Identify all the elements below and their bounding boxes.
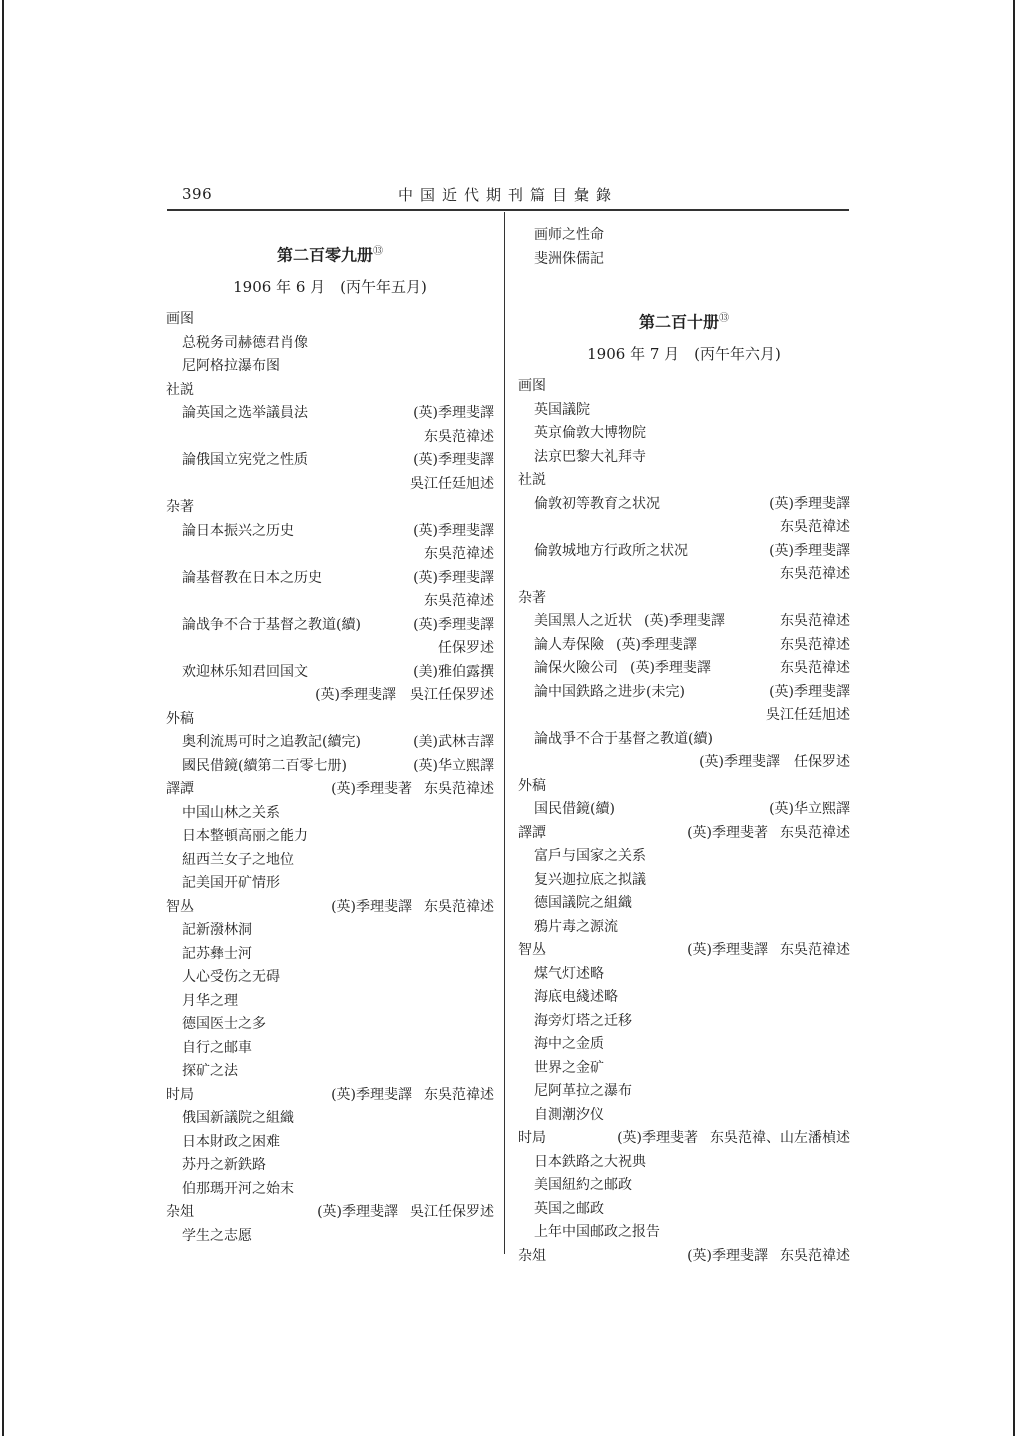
article-title: 自行之邮車 xyxy=(182,1039,252,1056)
section-credit-narrator: 东吳范禕述 xyxy=(424,1086,494,1103)
section-heading xyxy=(518,939,850,963)
article-title: 美国紐約之邮政 xyxy=(534,1177,632,1193)
article-credit-translator: (英)季理斐譯 xyxy=(769,542,850,559)
left-column xyxy=(166,226,494,1248)
list-item xyxy=(518,963,850,987)
list-item-credit-line xyxy=(166,473,494,497)
section-credit-translator: (英)季理斐著 xyxy=(617,1130,698,1146)
list-item xyxy=(518,1221,850,1245)
article-title: 德国議院之組織 xyxy=(534,895,632,911)
article-title: 上年中国邮政之报告 xyxy=(534,1224,660,1240)
article-credit-narrator: 东吳范禕述 xyxy=(780,636,850,653)
list-item xyxy=(166,755,494,779)
article-title: 論日本振兴之历史 xyxy=(182,522,294,539)
section-name: 杂著 xyxy=(166,499,194,515)
list-item xyxy=(518,1057,850,1081)
article-credit-translator: (英)季理斐譯 xyxy=(644,613,725,629)
column-divider xyxy=(504,212,505,1254)
page-frame-left-edge xyxy=(2,0,4,1436)
section-name: 智丛 xyxy=(166,898,194,915)
section-heading xyxy=(518,1245,850,1269)
section-heading xyxy=(518,822,850,846)
article-title: 海底电綫述略 xyxy=(534,989,618,1005)
list-item xyxy=(518,446,850,470)
list-item xyxy=(166,520,494,544)
article-title: 学生之志愿 xyxy=(182,1227,252,1244)
section-credit-narrator: 东吳范禕、山左潘楨述 xyxy=(710,1130,850,1146)
list-item xyxy=(518,1010,850,1034)
section-heading xyxy=(518,775,850,799)
list-item xyxy=(518,493,850,517)
spacer xyxy=(518,271,850,293)
section-heading xyxy=(518,1127,850,1151)
header-rule xyxy=(167,209,849,211)
list-item xyxy=(518,1198,850,1222)
list-item xyxy=(518,869,850,893)
article-credit-narrator: 东吳范禕述 xyxy=(780,566,850,582)
section-name: 譯譚 xyxy=(166,781,194,797)
list-item xyxy=(166,1154,494,1178)
article-credit-translator: (英)季理斐譯 xyxy=(413,452,494,468)
list-item xyxy=(518,892,850,916)
list-item xyxy=(518,634,850,658)
article-title: 英京倫敦大博物院 xyxy=(534,425,646,441)
article-credit-translator: (英)季理斐譯 xyxy=(413,569,494,586)
list-item xyxy=(166,402,494,426)
list-item xyxy=(166,731,494,755)
list-item-credit-line xyxy=(166,543,494,567)
list-item-credit-line xyxy=(518,516,850,540)
list-item xyxy=(166,567,494,591)
article-title: 論中国鉄路之进步(未完) xyxy=(534,683,685,700)
list-item xyxy=(518,986,850,1010)
section-name: 外稿 xyxy=(518,777,546,794)
article-title: 法京巴黎大礼拜寺 xyxy=(534,448,646,465)
footnote-marker: ⑬ xyxy=(719,313,729,324)
issue-title-text: 第二百十册 xyxy=(638,312,719,332)
article-credit-translator: (美)雅伯露撰 xyxy=(413,663,494,680)
list-item-credit-line xyxy=(166,684,494,708)
section-credit-narrator: 东吳范禕述 xyxy=(424,781,494,797)
article-credit-translator: (英)华立熙譯 xyxy=(413,757,494,774)
article-credit-narrator: 东吳范禕述 xyxy=(424,428,494,445)
article-title: 英国之邮政 xyxy=(534,1200,604,1217)
article-title: 人心受伤之无碍 xyxy=(182,969,280,985)
article-title: 論英国之选举議員法 xyxy=(182,405,308,421)
article-title: 英国議院 xyxy=(534,401,590,418)
list-item xyxy=(166,614,494,638)
issue-title xyxy=(166,232,494,272)
article-credit-translator: (英)季理斐譯 xyxy=(769,683,850,700)
article-title: 国民借鏡(續) xyxy=(534,801,615,817)
list-item xyxy=(166,872,494,896)
list-item-credit-line xyxy=(166,426,494,450)
article-title: 美国黑人之近状 xyxy=(534,613,632,629)
article-credit-translator: (英)季理斐譯 xyxy=(413,616,494,633)
list-item xyxy=(518,1080,850,1104)
list-item xyxy=(518,224,850,248)
list-item xyxy=(166,449,494,473)
section-name: 时局 xyxy=(166,1086,194,1103)
article-title: 斐洲侏儒記 xyxy=(534,250,604,267)
article-title: 日本整頓高丽之能力 xyxy=(182,828,308,844)
article-credit-translator: (英)季理斐譯 xyxy=(769,495,850,512)
list-item xyxy=(166,355,494,379)
article-title: 記苏彝士河 xyxy=(182,945,252,962)
article-credit-narrator: 东吳范禕述 xyxy=(780,660,850,676)
issue-date: 1906 年 7 月 (丙午年六月) xyxy=(587,345,781,363)
article-title: 鴉片毒之源流 xyxy=(534,918,618,935)
section-credit-narrator: 吳江任保罗述 xyxy=(410,1204,494,1220)
list-item xyxy=(166,943,494,967)
running-head xyxy=(168,183,848,207)
section-credit-translator: (英)季理斐譯 xyxy=(687,942,768,958)
section-name: 社説 xyxy=(166,381,194,398)
article-title: 論俄国立宪党之性质 xyxy=(182,452,308,468)
section-heading xyxy=(166,778,494,802)
article-title: 論保火險公司 xyxy=(534,660,618,676)
section-heading xyxy=(166,1201,494,1225)
article-title: 記美国开矿情形 xyxy=(182,875,280,891)
article-title: 尼阿革拉之瀑布 xyxy=(534,1083,632,1099)
article-title: 論基督教在日本之历史 xyxy=(182,569,322,586)
list-item xyxy=(166,849,494,873)
article-title: 論战爭不合于基督之教道(續) xyxy=(534,730,713,747)
section-name: 譯譚 xyxy=(518,824,546,841)
list-item-credit-line xyxy=(518,563,850,587)
article-title: 世界之金矿 xyxy=(534,1059,604,1076)
list-item xyxy=(518,798,850,822)
article-title: 复兴迦拉底之拟議 xyxy=(534,871,646,888)
article-title: 海中之金质 xyxy=(534,1036,604,1052)
list-item-credit-line xyxy=(166,637,494,661)
article-credit-narrator: 任保罗述 xyxy=(438,640,494,656)
article-title: 尼阿格拉瀑布图 xyxy=(182,358,280,374)
article-title: 富戶与国家之关系 xyxy=(534,848,646,864)
list-item xyxy=(166,1107,494,1131)
article-credit-translator: (英)季理斐譯 xyxy=(413,405,494,421)
section-heading xyxy=(166,1084,494,1108)
article-credit-narrator: 吳江任廷旭述 xyxy=(410,475,494,492)
section-credit-translator: (英)季理斐譯 xyxy=(317,1204,398,1220)
article-credit-translator: (英)季理斐譯 xyxy=(630,660,711,676)
section-name: 外稿 xyxy=(166,710,194,727)
article-credit-narrator: 东吳范禕述 xyxy=(424,546,494,562)
list-item xyxy=(518,657,850,681)
footnote-marker: ⑬ xyxy=(373,246,383,257)
section-heading xyxy=(166,708,494,732)
section-name: 社説 xyxy=(518,472,546,488)
article-credit-translator: (英)华立熙譯 xyxy=(769,801,850,817)
list-item xyxy=(518,1151,850,1175)
section-heading xyxy=(518,375,850,399)
list-item xyxy=(166,1060,494,1084)
list-item-credit-line xyxy=(518,704,850,728)
section-heading xyxy=(166,496,494,520)
section-name: 杂著 xyxy=(518,589,546,606)
section-name: 杂俎 xyxy=(166,1204,194,1220)
article-credit-narrator: 吳江任廷旭述 xyxy=(766,707,850,723)
list-item xyxy=(166,1037,494,1061)
article-title: 記新潑林洞 xyxy=(182,922,252,938)
section-credit-translator: (英)季理斐譯 xyxy=(331,1086,412,1103)
article-title: 論人寿保險 xyxy=(534,636,604,653)
list-item xyxy=(166,1178,494,1202)
list-item-credit-line xyxy=(166,590,494,614)
list-item xyxy=(518,681,850,705)
list-item xyxy=(518,540,850,564)
section-credit-narrator: 东吳范禕述 xyxy=(424,898,494,915)
list-item xyxy=(518,610,850,634)
list-item-credit-line xyxy=(518,751,850,775)
section-credit-translator: (英)季理斐著 xyxy=(331,781,412,797)
list-item xyxy=(518,399,850,423)
article-credit-translator: (美)武林吉譯 xyxy=(413,734,494,750)
article-title: 海旁灯塔之迁移 xyxy=(534,1012,632,1029)
list-item xyxy=(518,1174,850,1198)
section-credit-narrator: 东吳范禕述 xyxy=(780,1247,850,1264)
section-name: 杂俎 xyxy=(518,1247,546,1264)
article-title: 紐西兰女子之地位 xyxy=(182,851,294,868)
list-item xyxy=(166,661,494,685)
article-title: 日本鉄路之大祝典 xyxy=(534,1153,646,1170)
article-credit-narrator: (英)季理斐譯 吳江任保罗述 xyxy=(315,687,494,703)
section-credit-translator: (英)季理斐譯 xyxy=(331,898,412,915)
issue-title xyxy=(518,299,850,339)
article-credit-narrator: 东吳范禕述 xyxy=(780,519,850,535)
list-item xyxy=(166,966,494,990)
section-credit-translator: (英)季理斐著 xyxy=(687,824,768,841)
book-title: 中国近代期刊篇目彙錄 xyxy=(398,186,619,204)
article-credit-narrator: 东吳范禕述 xyxy=(424,593,494,609)
list-item xyxy=(518,1033,850,1057)
article-title: 中国山林之关系 xyxy=(182,804,280,821)
list-item xyxy=(166,1225,494,1249)
article-credit-narrator: 东吳范禕述 xyxy=(780,613,850,629)
page-frame-right-edge xyxy=(1013,0,1015,1436)
list-item xyxy=(166,802,494,826)
list-item xyxy=(518,248,850,272)
article-title: 欢迎林乐知君回国文 xyxy=(182,663,308,680)
section-heading xyxy=(166,896,494,920)
section-heading xyxy=(166,379,494,403)
section-name: 画图 xyxy=(518,378,546,394)
article-title: 煤气灯述略 xyxy=(534,965,604,982)
article-title: 倫敦初等教育之状况 xyxy=(534,495,660,512)
article-title: 德国医士之多 xyxy=(182,1016,266,1032)
list-item xyxy=(518,916,850,940)
page-number: 396 xyxy=(182,185,213,203)
section-name: 智丛 xyxy=(518,942,546,958)
issue-date: 1906 年 6 月 (丙午年五月) xyxy=(233,278,427,296)
article-credit-translator: (英)季理斐譯 xyxy=(413,522,494,539)
article-title: 总税务司赫德君肖像 xyxy=(182,334,308,351)
article-title: 苏丹之新鉄路 xyxy=(182,1157,266,1173)
section-credit-translator: (英)季理斐譯 xyxy=(687,1247,768,1264)
article-credit-translator: (英)季理斐譯 xyxy=(616,636,697,653)
article-title: 日本財政之困难 xyxy=(182,1133,280,1150)
article-title: 倫敦城地方行政所之状况 xyxy=(534,542,688,559)
section-name: 时局 xyxy=(518,1130,546,1146)
list-item xyxy=(518,1104,850,1128)
list-item xyxy=(166,332,494,356)
list-item xyxy=(166,1131,494,1155)
article-title: 俄国新議院之組織 xyxy=(182,1110,294,1126)
section-heading xyxy=(518,469,850,493)
section-name: 画图 xyxy=(166,311,194,327)
article-title: 伯那瑪开河之始末 xyxy=(182,1180,294,1197)
article-title: 國民借鏡(續第二百零七册) xyxy=(182,757,347,774)
list-item xyxy=(166,919,494,943)
article-title: 月华之理 xyxy=(182,992,238,1009)
section-heading xyxy=(518,587,850,611)
article-title: 画师之性命 xyxy=(534,227,604,243)
section-credit-narrator: 东吳范禕述 xyxy=(780,824,850,841)
section-credit-narrator: 东吳范禕述 xyxy=(780,942,850,958)
article-title: 探矿之法 xyxy=(182,1063,238,1079)
issue-title-text: 第二百零九册 xyxy=(276,245,373,265)
article-title: 論战争不合于基督之教道(續) xyxy=(182,616,361,633)
list-item xyxy=(518,845,850,869)
list-item xyxy=(166,825,494,849)
article-credit-narrator: (英)季理斐譯 任保罗述 xyxy=(699,754,850,770)
list-item xyxy=(166,990,494,1014)
article-title: 奥利流馬可时之追教記(續完) xyxy=(182,734,361,750)
list-item xyxy=(166,1013,494,1037)
section-heading xyxy=(166,308,494,332)
right-column xyxy=(518,224,850,1268)
list-item xyxy=(518,422,850,446)
list-item xyxy=(518,728,850,752)
article-title: 自測潮汐仪 xyxy=(534,1106,604,1123)
